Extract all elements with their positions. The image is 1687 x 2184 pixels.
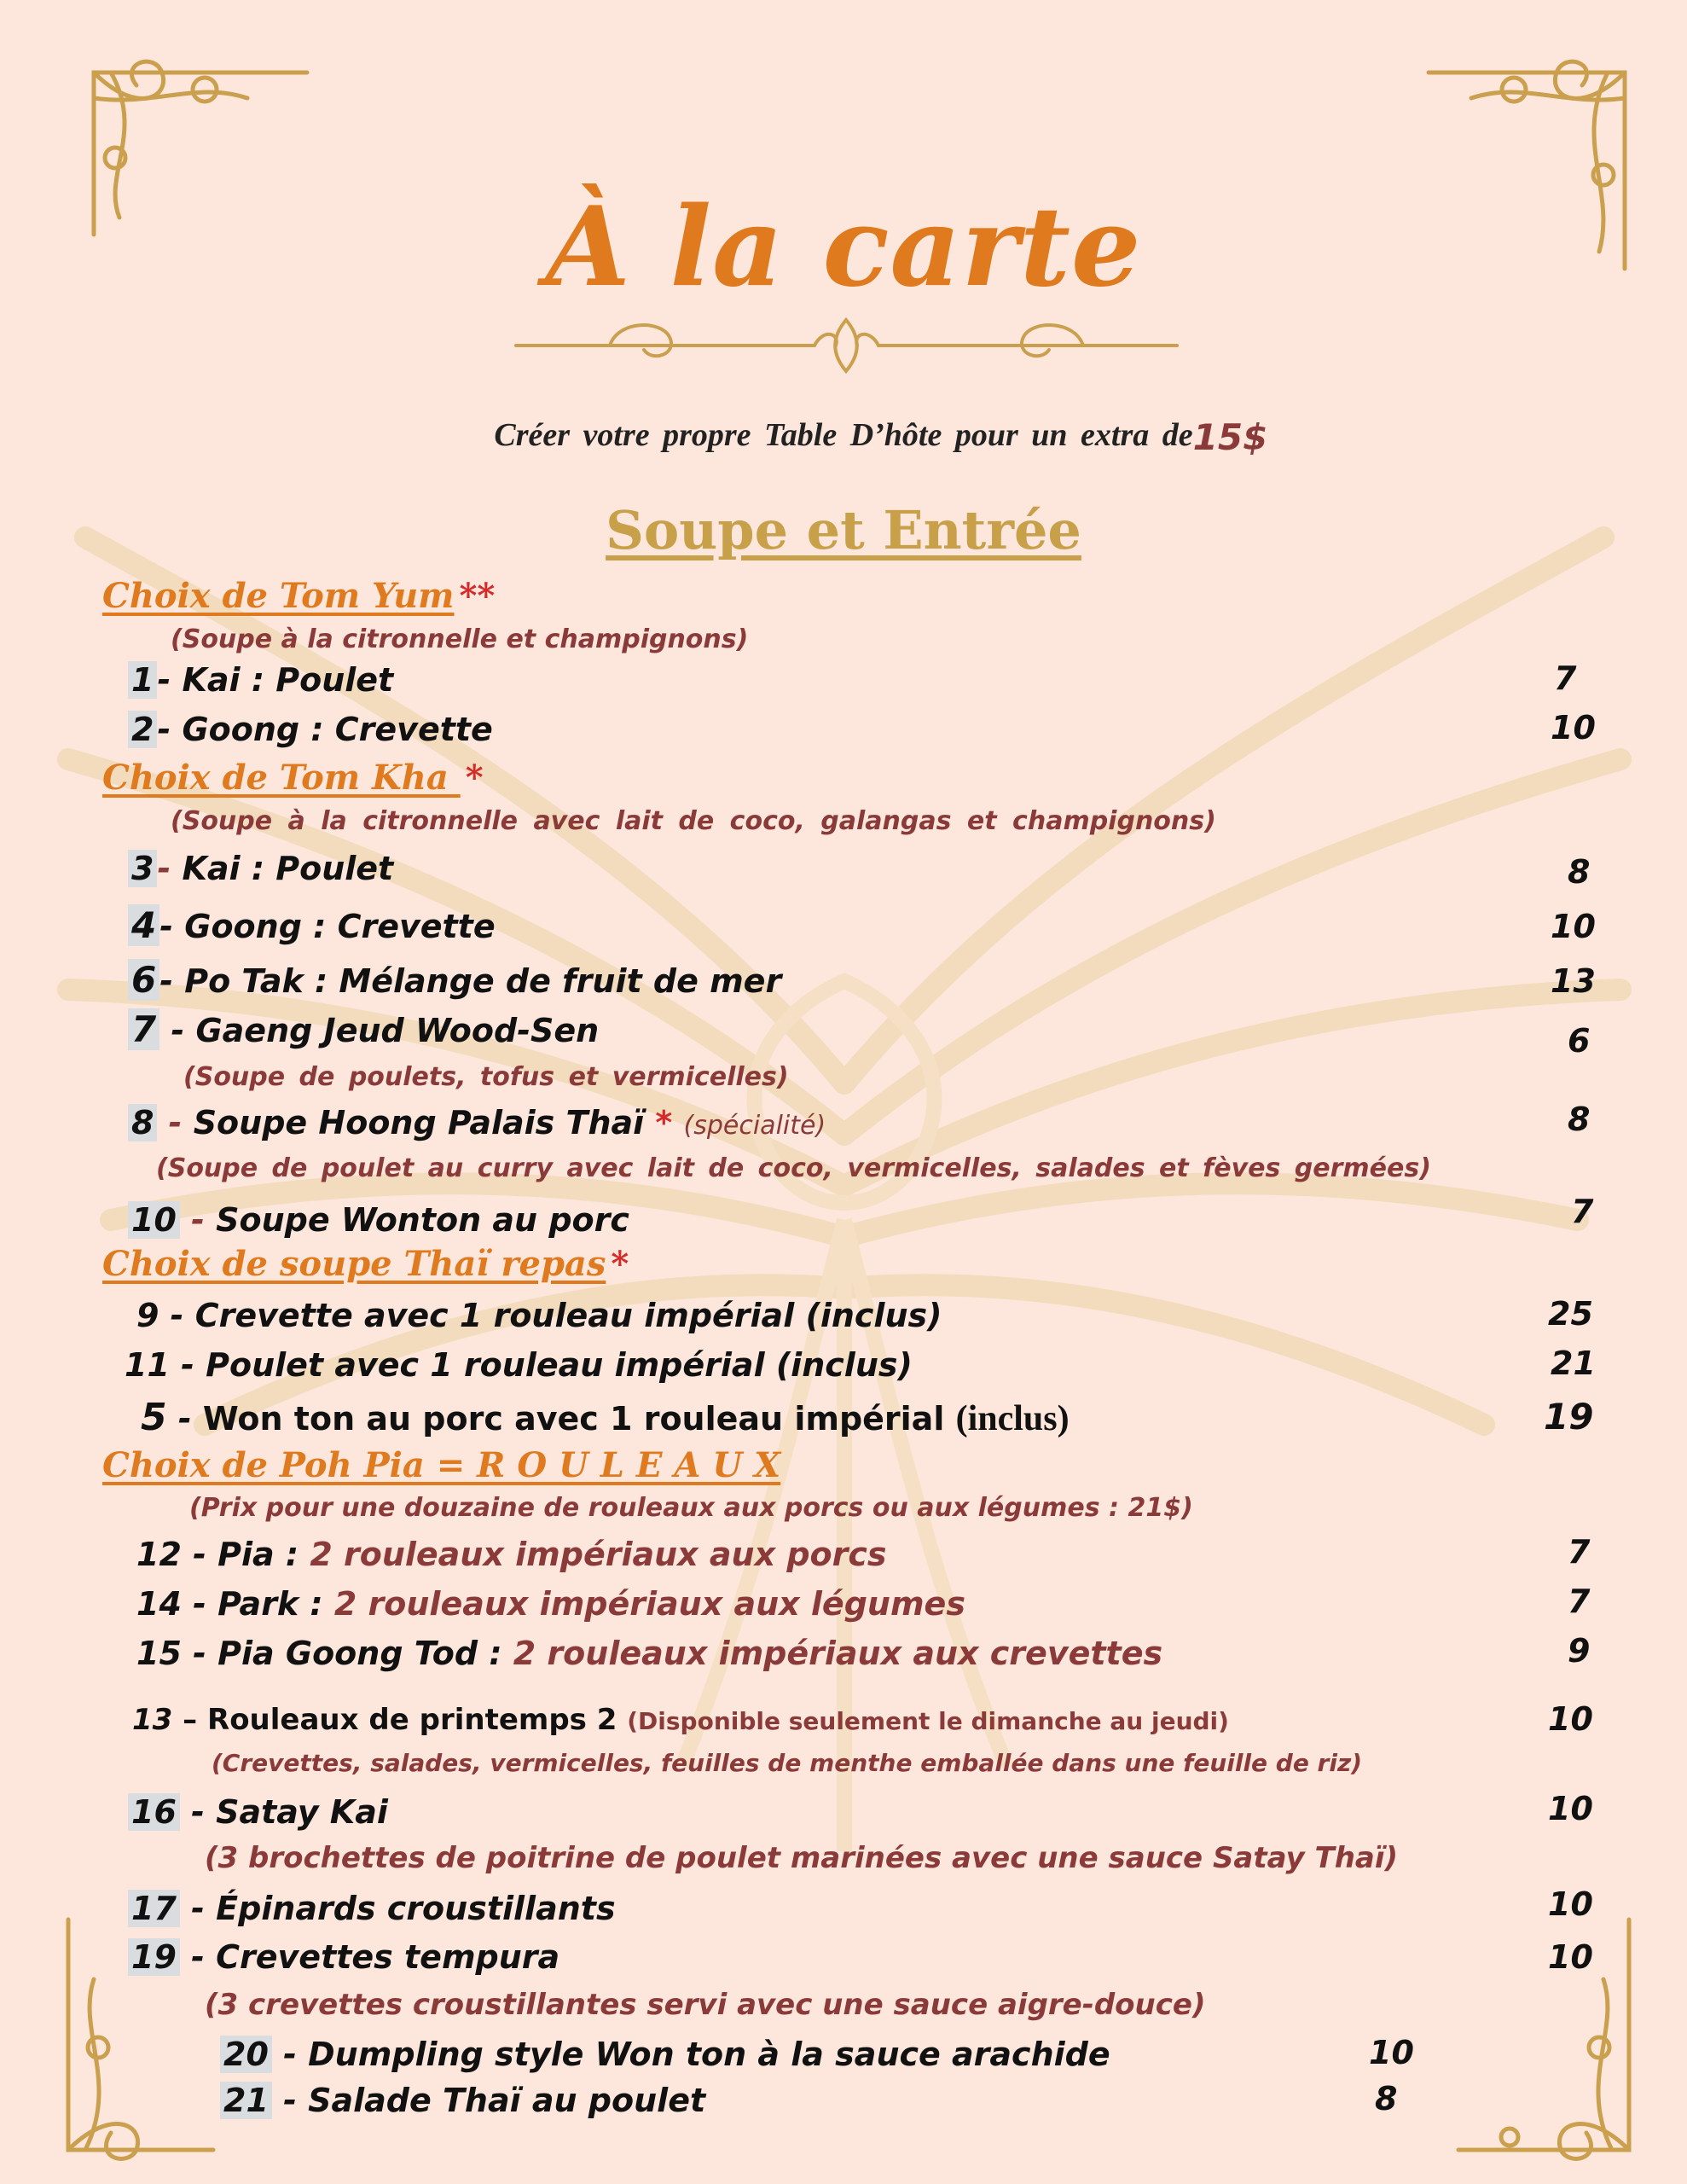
item-separator: - [179,1938,217,1976]
item-price: 8 [1568,853,1591,891]
item-number: 20 [220,2036,272,2073]
menu-item-13 [132,1703,1229,1737]
category-label: Choix de Tom Yum [102,576,455,616]
item-number: 15 [136,1635,182,1672]
item-separator: - [179,1793,217,1831]
category-description: (Soupe à la citronnelle et champignons) [171,624,749,654]
menu-item-3 [128,850,393,887]
spicy-stars: * [611,1244,629,1284]
item-name: Pia Goong Tod : [217,1635,513,1672]
item-extra: (inclus) [955,1399,1070,1438]
item-name: Park : [217,1585,334,1623]
item-number: 10 [128,1201,180,1239]
item-name: Crevettes tempura [216,1938,560,1976]
item-note: (spécialité) [683,1111,826,1141]
menu-item-5 [141,1396,1070,1439]
item-number: 12 [136,1536,182,1573]
item-price: 8 [1568,1101,1591,1138]
menu-item-8 [128,1104,826,1141]
item-price: 8 [1375,2080,1398,2117]
item-number: 9 [136,1297,159,1334]
item-separator: - [181,1585,218,1623]
item-number: 5 [141,1396,167,1439]
item-price: 7 [1568,1533,1591,1571]
menu-item-17 [128,1890,616,1927]
item-number: 1 [128,661,157,699]
category-label: Choix de Tom Kha [102,758,461,798]
table-dhote-note [0,416,1687,458]
menu-item-9 [136,1297,942,1334]
item-separator: - [157,661,183,699]
spicy-stars: ** [459,576,496,616]
item-price: 7 [1554,659,1577,697]
item-description: (3 brochettes de poitrine de poulet marinées avec une sauce Satay Thaï) [205,1841,1399,1875]
item-name: Soupe Wonton au porc [216,1201,629,1239]
item-name: Goong : Crevette [182,711,493,748]
menu-item-20 [220,2036,1110,2073]
item-name: Kai : Poulet [182,661,394,699]
section-title: Soupe et Entrée [606,499,1081,561]
item-separator: - [179,1201,217,1239]
item-price: 7 [1568,1583,1591,1620]
item-separator: - [157,850,183,887]
menu-item-6 [128,959,781,1001]
item-number: 14 [136,1585,182,1623]
item-price: 13 [1551,962,1596,1000]
item-name: Épinards croustillants [216,1890,616,1927]
item-number: 8 [128,1104,157,1141]
menu-item-16 [128,1793,388,1831]
menu-item-4 [128,904,496,946]
item-number: 19 [128,1938,180,1976]
item-name: Po Tak : Mélange de fruit de mer [184,962,782,1000]
item-name: Pia : [217,1536,310,1573]
category-label: Choix de Poh Pia = R O U L E A U X [102,1445,781,1485]
item-price: 19 [1544,1396,1594,1438]
item-separator: - [166,1400,203,1438]
category-poh-pia [102,1445,780,1485]
item-description: (Crevettes, salades, vermicelles, feuilles de menthe emballée dans une feuille de riz) [212,1749,1363,1777]
item-name: Poulet avec 1 rouleau impérial (inclus) [206,1346,913,1384]
menu-item-7 [128,1008,599,1050]
item-number: 4 [128,904,159,946]
menu-item-10 [128,1201,629,1239]
item-detail: 2 rouleaux impériaux aux crevettes [513,1635,1163,1672]
item-description: (3 crevettes croustillantes servi avec une sauce aigre-douce) [205,1988,1206,2022]
item-separator: - [169,1346,206,1384]
item-separator: – [172,1703,208,1737]
item-price: 10 [1548,1938,1593,1976]
item-number: 21 [220,2082,272,2119]
item-description: (Soupe de poulets, tofus et vermicelles) [183,1062,789,1092]
item-number: 7 [128,1008,159,1050]
item-separator: - [159,1297,195,1334]
item-name: Crevette avec 1 rouleau impérial (inclus) [194,1297,942,1334]
item-number: 13 [132,1703,173,1737]
corner-ornament-bottom-right [1441,1911,1646,2167]
item-price: 9 [1568,1632,1591,1670]
menu-item-2 [128,711,493,748]
item-name: Kai : Poulet [182,850,394,887]
spicy-star: * [655,1104,673,1141]
category-tom-yum [102,576,495,616]
item-description: (Soupe de poulet au curry avec lait de coco, vermicelles, salades et fèves germées) [156,1153,1431,1183]
menu-item-21 [220,2082,705,2119]
page-title: À la carte [545,183,1142,311]
item-name: Satay Kai [216,1793,388,1831]
item-detail: 2 rouleaux impériaux aux porcs [310,1536,887,1573]
item-separator: - [157,1104,194,1141]
item-price: 10 [1548,1885,1593,1923]
item-number: 16 [128,1793,180,1831]
item-name: Soupe Hoong Palais Thaï [193,1104,656,1141]
item-price: 25 [1548,1295,1593,1333]
menu-item-19 [128,1938,559,1976]
item-price: 10 [1551,908,1596,945]
table-dhote-price: 15$ [1192,416,1268,458]
category-label: Choix de soupe Thaï repas [102,1244,606,1284]
title-divider-ornament [507,311,1186,380]
item-number: 17 [128,1890,180,1927]
menu-item-15 [136,1635,1162,1672]
item-name: Dumpling style Won ton à la sauce arachide [308,2036,1110,2073]
item-number: 2 [128,711,157,748]
item-price: 10 [1548,1790,1593,1827]
item-name: Goong : Crevette [184,908,496,945]
item-separator: - [181,1536,218,1573]
category-description: (Soupe à la citronnelle avec lait de coco, galangas et champignons) [171,806,1216,836]
item-separator: - [179,1890,217,1927]
item-separator: - [159,962,185,1000]
item-price: 10 [1551,709,1596,746]
item-name: Gaeng Jeud Wood-Sen [195,1012,600,1049]
table-dhote-text: Créer votre propre Table D’hôte pour un extra de [494,417,1193,453]
item-separator: - [159,1012,196,1049]
item-separator: - [271,2082,309,2119]
item-detail: 2 rouleaux impériaux aux légumes [333,1585,965,1623]
item-number: 11 [125,1346,170,1384]
menu-item-1 [128,661,393,699]
item-separator: - [271,2036,309,2073]
item-price: 10 [1369,2034,1414,2071]
item-number: 6 [128,959,159,1001]
item-price: 6 [1568,1022,1591,1060]
menu-item-12 [136,1536,887,1573]
item-separator: - [181,1635,218,1672]
spicy-stars: * [465,758,484,798]
category-tom-kha [102,758,484,798]
item-price: 10 [1548,1700,1593,1738]
item-name: Rouleaux de printemps 2 [207,1703,628,1737]
item-separator: - [159,908,185,945]
item-separator: - [157,711,183,748]
item-note: (Disponible seulement le dimanche au jeudi) [627,1707,1229,1735]
category-thai-repas [102,1244,629,1284]
menu-item-14 [136,1585,965,1623]
item-number: 3 [128,850,157,887]
menu-item-11 [125,1346,913,1384]
item-name: Won ton au porc avec 1 rouleau impérial [202,1400,956,1438]
item-price: 7 [1571,1193,1594,1230]
item-name: Salade Thaï au poulet [308,2082,706,2119]
category-description: (Prix pour une douzaine de rouleaux aux porcs ou aux légumes : 21$) [189,1493,1193,1523]
item-price: 21 [1551,1345,1596,1382]
